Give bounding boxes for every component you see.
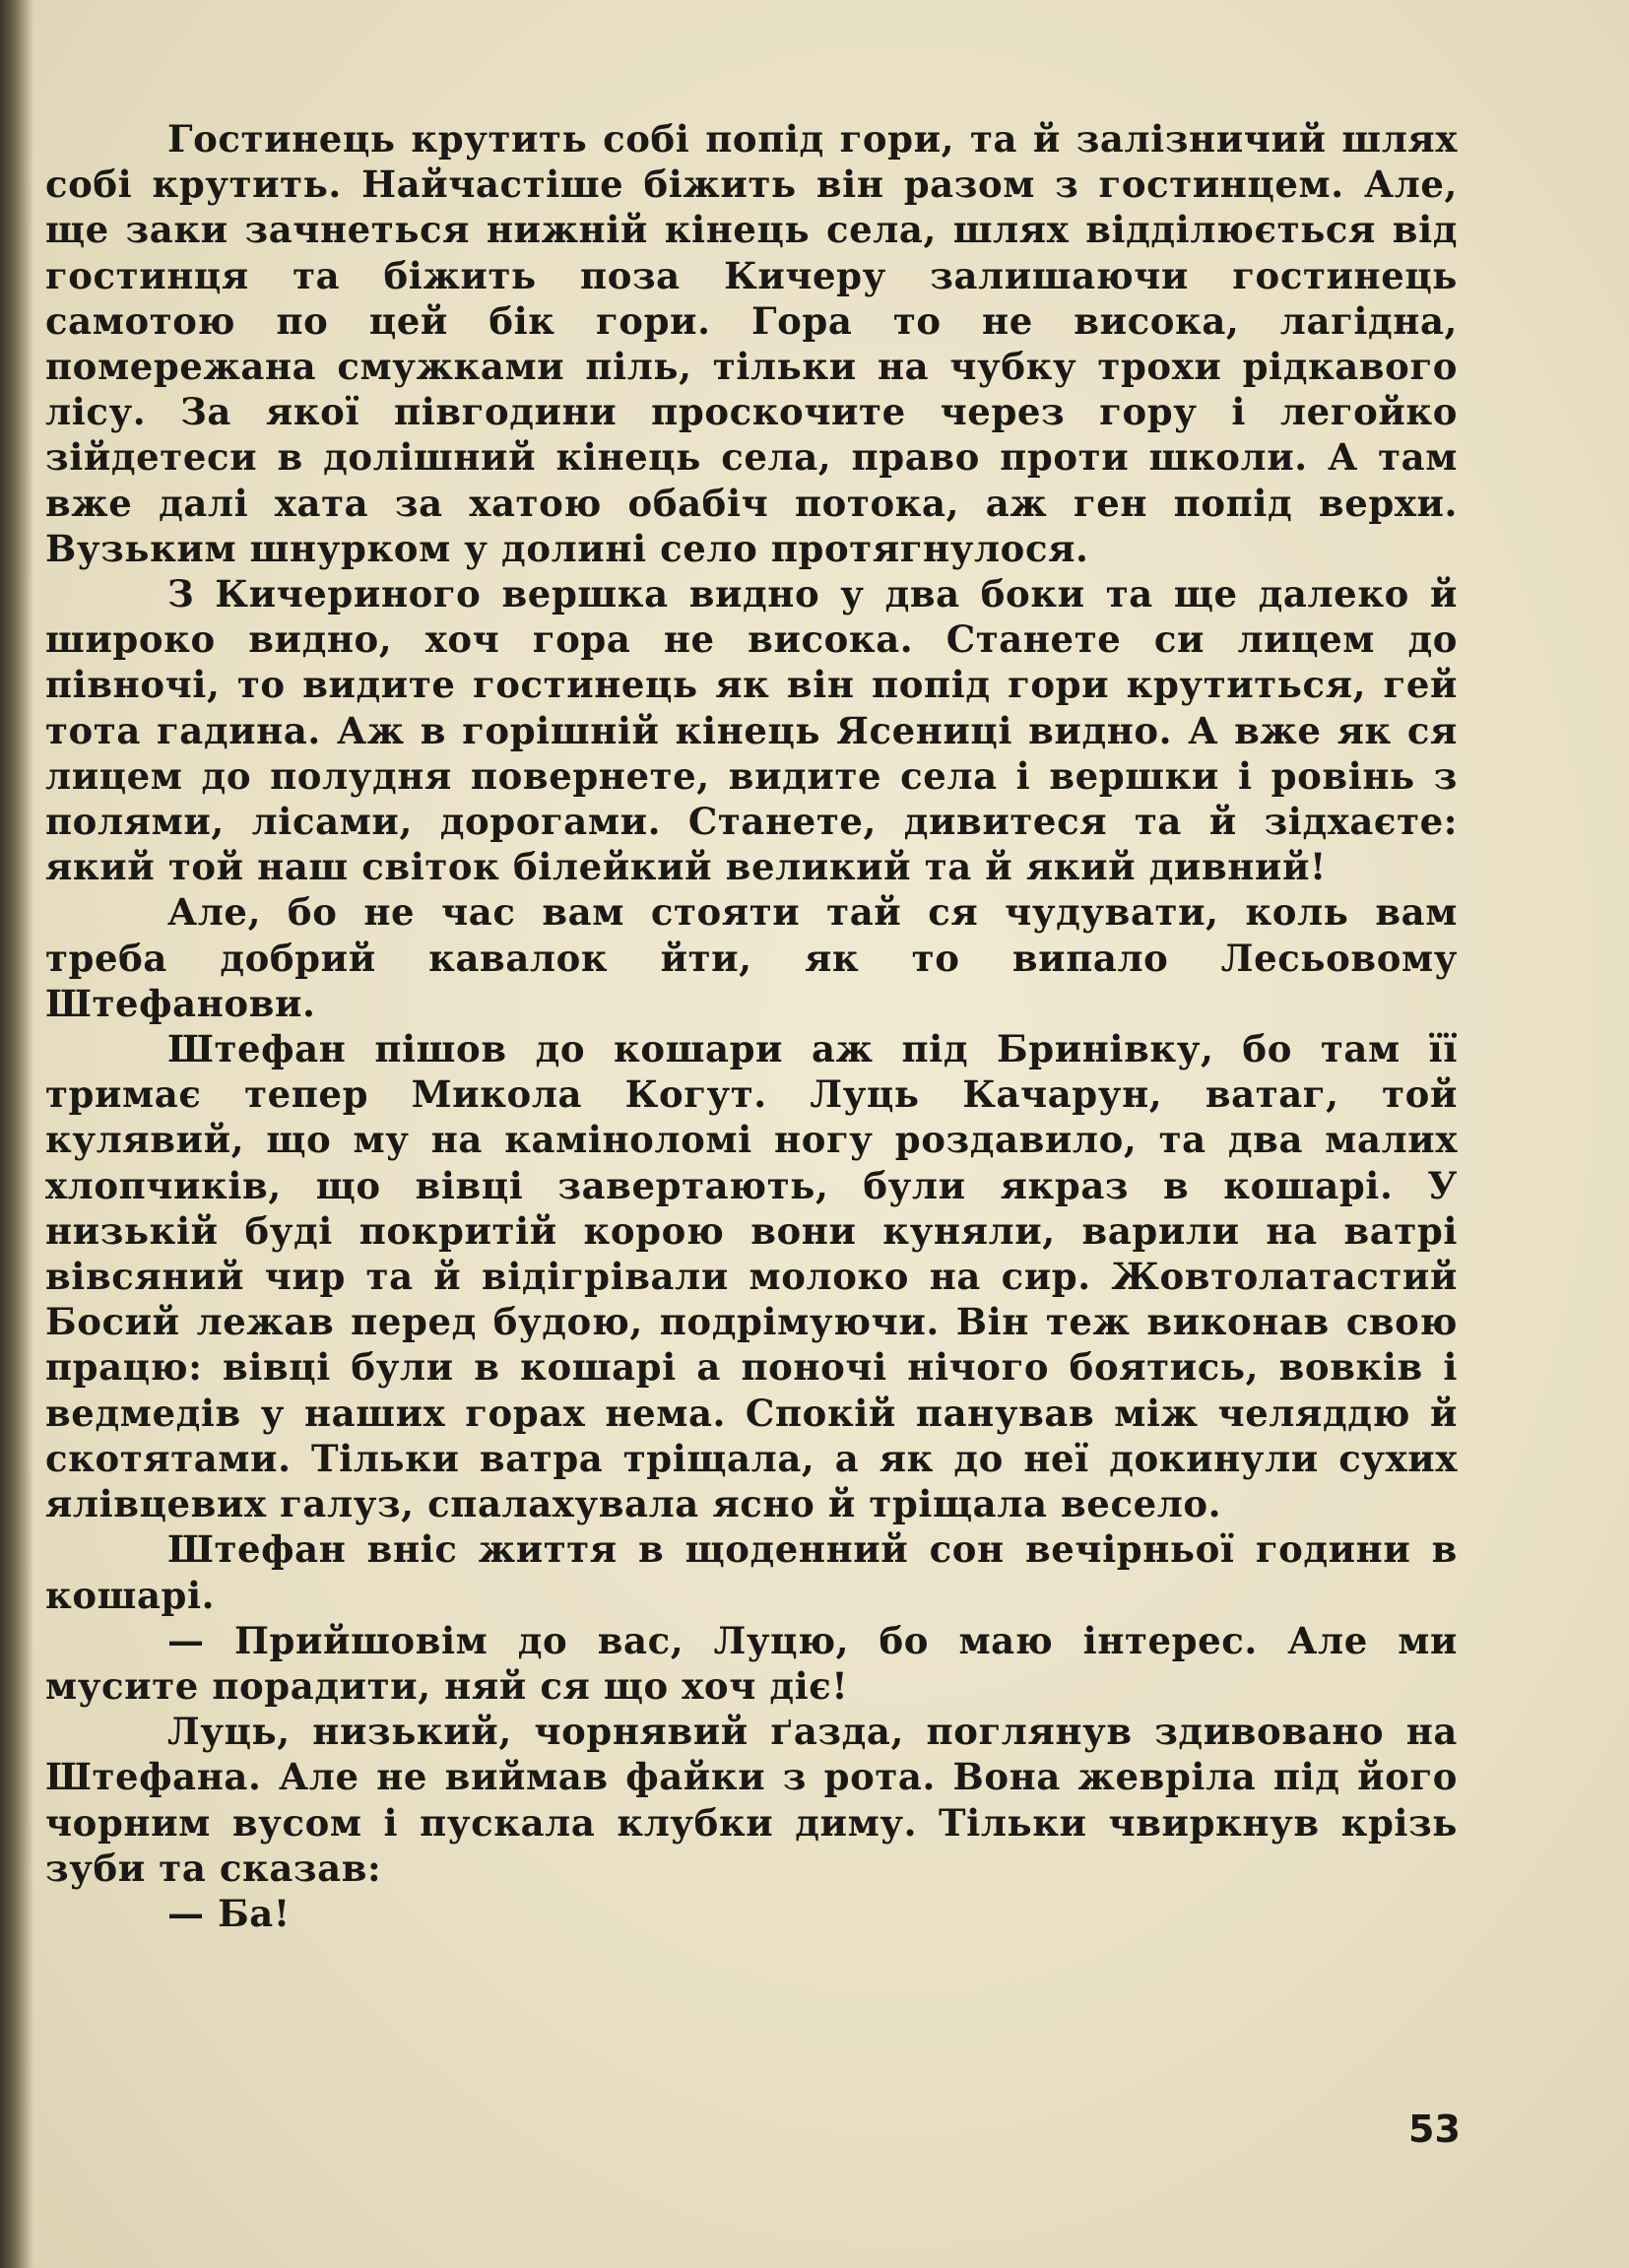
- dialogue-line: — Ба!: [167, 1891, 291, 1935]
- body-text: [45, 116, 1458, 1936]
- paragraph: Луць, низький, чорнявий ґазда, поглянув здивовано на Штефана. Але не виймав файки з рота. Вона жевріла під його чорним вусом і пускала клубки диму. Тільки чвиркнув крізь зуби та сказав:: [45, 1710, 1458, 1890]
- paragraph: З Кичериного вершка видно у два боки та ще далеко й широко видно, хоч гора не висока. Станете си лицем до півночі, то видите гостинець як він попід гори крутиться, гей тота гадина. Аж в горішній кінець Ясениці видно. А вже як ся лицем до полудня повернете, видите села і вершки і ровінь з полями, лісами, дорогами. Станете, дивитеся та й зідхаєте: який той наш світок білейкий великий та й який дивний!: [45, 572, 1458, 889]
- paragraph: Штефан пішов до кошари аж під Бринівку, бо там її тримає тепер Микола Когут. Луць Качарун, ватаг, той кулявий, що му на каміноломі ногу роздавило, та два малих хлопчиків, що вівці завертають, були якраз в кошарі. У низькій буді покритій корою вони куняли, варили на ватрі вівсяний чир та й відігрівали молоко на сир. Жовтолатастий Босий лежав перед будою, подрімуючи. Він теж виконав свою працю: вівці були в кошарі а поночі нічого боятись, вовків і ведмедів у наших горах нема. Спокій панував між челяддю й скотятами. Тільки ватра тріщала, а як до неї докинули сухих ялівцевих галуз, спалахувала ясно й тріщала весело.: [45, 1027, 1458, 1526]
- paragraph: Гостинець крутить собі попід гори, та й залізничий шлях собі крутить. Найчастіше біжить він разом з гостинцем. Але, ще заки зачнеться нижній кінець села, шлях відділюється від гостинця та біжить поза Кичеру залишаючи гостинець самотою по цей бік гори. Гора то не висока, лагідна, помережана смужками піль, тільки на чубку трохи рідкавого лісу. За якої півгодини проскочите через гору і легойко зійдетеси в долішний кінець села, право проти школи. А там вже далі хата за хатою обабіч потока, аж ген попід верхи. Вузьким шнурком у долині село протягнулося.: [45, 117, 1458, 570]
- paragraph: Штефан вніс життя в щоденний сон вечірньої години в кошарі.: [45, 1527, 1458, 1617]
- paragraph: Але, бо не час вам стояти тай ся чудувати, коль вам треба добрий кавалок йти, як то випало Лесьовому Штефанови.: [45, 890, 1458, 1025]
- binding-shadow: [0, 0, 33, 2268]
- page-number: 53: [1408, 2107, 1461, 2151]
- dialogue-line: — Прийшовім до вас, Луцю, бо маю інтерес. Але ми мусите порадити, няй ся що хоч діє!: [45, 1618, 1458, 1708]
